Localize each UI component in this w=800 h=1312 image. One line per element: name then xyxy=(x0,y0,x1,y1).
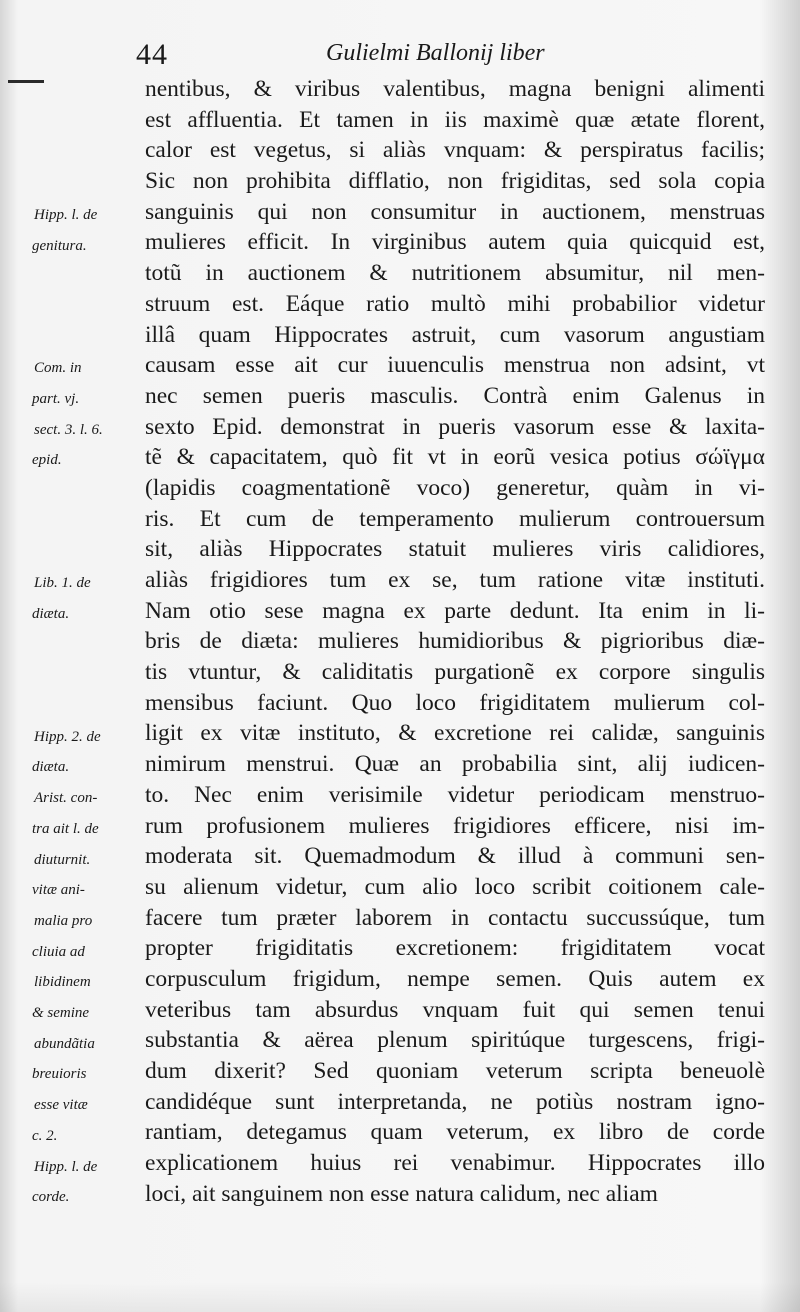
text-line: tis vtuntur, & caliditatis purgationẽ ex corpore singulis xyxy=(145,659,765,686)
margin-note: tra ait l. de xyxy=(32,820,99,837)
text-line: tẽ & capacitatem, quò fit vt in eorũ vesica potius σώϊγμα xyxy=(145,444,765,471)
text-line: totũ in auctionem & nutritionem absumitur, nil men- xyxy=(145,260,765,287)
margin-note: Arist. con- xyxy=(34,790,98,807)
margin-note: c. 2. xyxy=(32,1127,58,1144)
running-title: Gulielmi Ballonij liber xyxy=(326,40,545,66)
margin-note: vitæ ani- xyxy=(32,882,85,899)
text-line: nimirum menstrui. Quæ an probabilia sint, alij iudicen- xyxy=(145,751,765,778)
text-line: loci, ait sanguinem non esse natura calidum, nec aliam xyxy=(145,1180,658,1207)
text-line: mensibus faciunt. Quo loco frigiditatem mulierum col- xyxy=(145,689,765,716)
margin-note: part. vj. xyxy=(32,391,80,407)
text-line: Nam otio sese magna ex parte dedunt. Ita enim in li- xyxy=(145,597,765,624)
margin-note: cliuia ad xyxy=(32,943,85,960)
margin-note: malia pro xyxy=(34,912,93,929)
margin-note: diæta. xyxy=(32,759,70,776)
margin-note: Hipp. 2. de xyxy=(34,728,101,745)
text-line: to. Nec enim verisimile videtur periodicam menstruo- xyxy=(145,781,765,808)
text-line: calor est vegetus, si aliàs vnquam: & perspiratus facilis; xyxy=(145,137,765,164)
margin-note: Hipp. l. de xyxy=(34,206,98,223)
text-line: su alienum videtur, cum alio loco scribit coitionem cale- xyxy=(145,873,765,900)
margin-note: libidinem xyxy=(34,974,91,991)
text-line: nec semen pueris masculis. Contrà enim Galenus in xyxy=(145,382,765,409)
text-line: struum est. Eáque ratio multò mihi probabilior videtur xyxy=(145,290,765,317)
margin-note: abundãtia xyxy=(34,1035,95,1052)
text-line: explicationem huius rei venabimur. Hippocrates illo xyxy=(145,1150,765,1177)
text-line: substantia & aërea plenum spiritúque turgescens, frigi- xyxy=(145,1027,765,1054)
text-line: nentibus, & viribus valentibus, magna benigni alimenti xyxy=(145,76,765,102)
text-line: rantiam, detegamus quam veterum, ex libro de corde xyxy=(145,1119,765,1146)
margin-note: genitura. xyxy=(32,237,87,254)
text-line: aliàs frigidiores tum ex se, tum ratione vitæ instituti. xyxy=(145,567,765,593)
text-line: (lapidis coagmentationẽ voco) generetur, quàm in vi- xyxy=(145,474,765,501)
margin-note: diæta. xyxy=(32,605,70,622)
margin-note: epid. xyxy=(32,452,62,469)
text-line: corpusculum frigidum, nempe semen. Quis autem ex xyxy=(145,965,765,992)
page-number: 44 xyxy=(136,38,168,71)
margin-note: Hipp. l. de xyxy=(34,1158,98,1175)
page-bottom-shadow xyxy=(0,1282,800,1312)
text-line: bris de diæta: mulieres humidioribus & pigrioribus diæ- xyxy=(145,628,765,655)
text-line: sanguinis qui non consumitur in auctionem, menstruas xyxy=(145,198,765,225)
margin-note: & semine xyxy=(32,1005,90,1021)
text-line: ris. Et cum de temperamento mulierum controuersum xyxy=(145,505,765,532)
body-text xyxy=(145,74,765,1209)
margin-note: Lib. 1. de xyxy=(34,575,91,592)
text-line: causam esse ait cur iuuenculis menstrua non adsint, vt xyxy=(145,352,765,379)
margin-notes xyxy=(0,0,150,1312)
margin-note: esse vitæ xyxy=(34,1097,88,1114)
margin-note: Com. in xyxy=(34,360,82,377)
margin-note: diuturnit. xyxy=(34,851,91,868)
text-line: rum profusionem mulieres frigidiores efficere, nisi im- xyxy=(145,812,765,839)
text-line: moderata sit. Quemadmodum & illud à communi sen- xyxy=(145,843,765,870)
text-line: candidéque sunt interpretanda, ne potiùs nostram igno- xyxy=(145,1088,765,1115)
text-line: illâ quam Hippocrates astruit, cum vasorum angustiam xyxy=(145,321,765,348)
margin-note: corde. xyxy=(32,1189,70,1206)
text-line: Sic non prohibita difflatio, non frigiditas, sed sola copia xyxy=(145,168,765,195)
text-line: veteribus tam absurdus vnquam fuit qui semen tenui xyxy=(145,996,765,1023)
text-line: propter frigiditatis excretionem: frigiditatem vocat xyxy=(145,935,765,962)
text-line: facere tum præter laborem in contactu succussúque, tum xyxy=(145,904,765,931)
text-line: sexto Epid. demonstrat in pueris vasorum esse & laxita- xyxy=(145,413,765,440)
margin-note: sect. 3. l. 6. xyxy=(34,421,103,438)
text-line: mulieres efficit. In virginibus autem quia quicquid est, xyxy=(145,229,765,256)
margin-note: breuioris xyxy=(32,1066,87,1083)
text-line: dum dixerit? Sed quoniam veterum scripta beneuolè xyxy=(145,1058,765,1084)
text-line: est affluentia. Et tamen in iis maximè quæ ætate florent, xyxy=(145,106,765,133)
text-line: sit, aliàs Hippocrates statuit mulieres viris calidiores, xyxy=(145,536,765,563)
text-line: ligit ex vitæ instituto, & excretione rei calidæ, sanguinis xyxy=(145,720,765,747)
